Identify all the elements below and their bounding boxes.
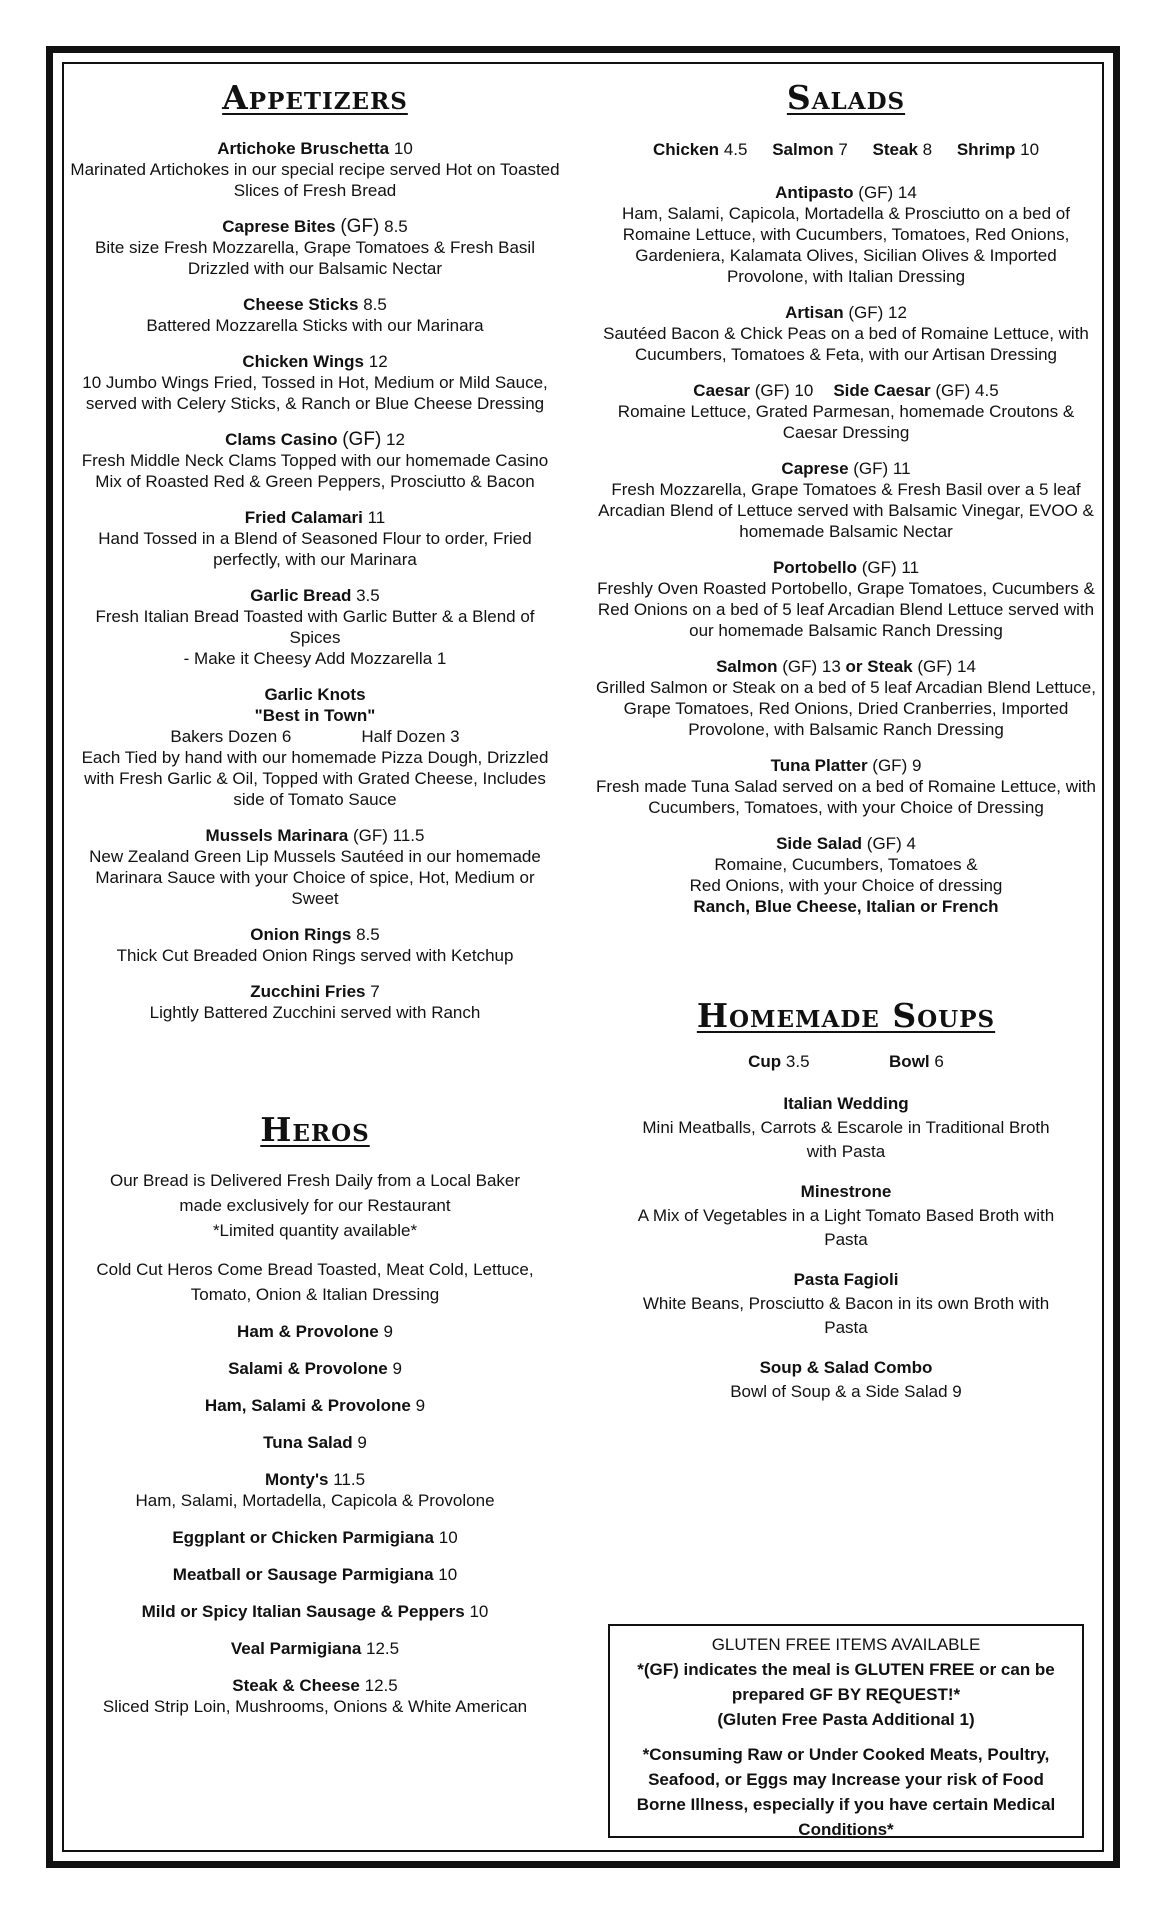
hero-item: Mild or Spicy Italian Sausage & Peppers 10: [141, 1602, 489, 1621]
menu-item: Caprese (GF) 11 Fresh Mozzarella, Grape Tomatoes & Fresh Basil over a 5 leaf Arcadian Blend of Lettuce served with Balsamic Vinegar, EVOO & homemade Balsamic Nectar: [598, 459, 1094, 541]
menu-item: Antipasto (GF) 14 Ham, Salami, Capicola, Mortadella & Prosciutto on a bed of Romaine Lettuce, with Cucumbers, Tomatoes, Red Onions, Gardeniera, Kalamata Olives, Sicilian Olives & Imported Provolone, with Italian Dressing: [622, 183, 1070, 286]
hero-item: Ham & Provolone 9: [237, 1322, 393, 1341]
menu-item: Cheese Sticks 8.5 Battered Mozzarella Sticks with our Marinara: [146, 295, 484, 335]
menu-item-side-salad: Side Salad (GF) 4 Romaine, Cucumbers, Tomatoes & Red Onions, with your Choice of dressing Ranch, Blue Cheese, Italian or French: [689, 834, 1003, 916]
menu-item-caesar: Caesar (GF) 10 Side Caesar (GF) 4.5 Romaine Lettuce, Grated Parmesan, homemade Croutons & Caesar Dressing: [617, 381, 1075, 442]
menu-item-salmon-steak: Salmon (GF) 13 or Steak (GF) 14 Grilled Salmon or Steak on a bed of 5 leaf Arcadian Blend Lettuce, Grape Tomatoes, Red Onions, Dried Cranberries, Imported Provolone, with Balsamic Ranch Dressing: [596, 657, 1096, 739]
menu-item-garlic-knots: Garlic Knots "Best in Town" Bakers Dozen 6 Half Dozen 3 Each Tied by hand with our homemade Pizza Dough, Drizzled with Fresh Garlic & Oil, Topped with Grated Cheese, Includes side of Tomato Sauce: [81, 685, 549, 809]
left-column: [70, 78, 560, 1838]
right-column: [596, 78, 1096, 1838]
menu-item: Clams Casino (GF) 12 Fresh Middle Neck Clams Topped with our homemade Casino Mix of Roasted Red & Green Peppers, Prosciutto & Bacon: [81, 429, 549, 491]
hero-item: Salami & Provolone 9: [228, 1359, 402, 1378]
soup-sizes: Cup 3.5 Bowl 6: [748, 1052, 944, 1071]
soup-item: Pasta Fagioli White Beans, Prosciutto & Bacon in its own Broth with Pasta: [642, 1270, 1050, 1337]
soups-title: Homemade Soups: [696, 996, 996, 1035]
heros-cold-cut-note: Cold Cut Heros Come Bread Toasted, Meat Cold, Lettuce, Tomato, Onion & Italian Dressing: [96, 1260, 534, 1304]
menu-item: Caprese Bites (GF) 8.5 Bite size Fresh Mozzarella, Grape Tomatoes & Fresh Basil Drizzled with our Balsamic Nectar: [95, 216, 535, 278]
hero-item: Monty's 11.5 Ham, Salami, Mortadella, Capicola & Provolone: [135, 1470, 495, 1510]
menu-item: Fried Calamari 11 Hand Tossed in a Blend of Seasoned Flour to order, Fried perfectly, with our Marinara: [98, 508, 532, 569]
hero-item: Eggplant or Chicken Parmigiana 10: [172, 1528, 458, 1547]
hero-item: Veal Parmigiana 12.5: [230, 1639, 400, 1658]
salad-addons: Chicken 4.5 Salmon 7 Steak 8 Shrimp 10: [652, 140, 1040, 159]
appetizers-title: Appetizers: [222, 78, 408, 117]
soup-item: Minestrone A Mix of Vegetables in a Light Tomato Based Broth with Pasta: [637, 1182, 1055, 1249]
menu-item: Portobello (GF) 11 Freshly Oven Roasted Portobello, Grape Tomatoes, Cucumbers & Red Onions on a bed of 5 leaf Arcadian Blend Lettuce served with our homemade Balsamic Ranch Dressing: [597, 558, 1095, 640]
menu-item: Artisan (GF) 12 Sautéed Bacon & Chick Peas on a bed of Romaine Lettuce, with Cucumbers, Tomatoes & Feta, with our Artisan Dressing: [603, 303, 1089, 364]
menu-item: Artichoke Bruschetta 10 Marinated Artichokes in our special recipe served Hot on Toasted Slices of Fresh Bread: [70, 139, 560, 200]
hero-item: Meatball or Sausage Parmigiana 10: [172, 1565, 458, 1584]
hero-item: Ham, Salami & Provolone 9: [204, 1396, 426, 1415]
menu-item: Chicken Wings 12 10 Jumbo Wings Fried, Tossed in Hot, Medium or Mild Sauce, served with Celery Sticks, & Ranch or Blue Cheese Dressing: [82, 352, 548, 413]
gluten-free-notice: GLUTEN FREE ITEMS AVAILABLE *(GF) indicates the meal is GLUTEN FREE or can be prepared GF BY REQUEST!* (Gluten Free Pasta Additional 1) *Consuming Raw or Under Cooked Meats, Poultry, Seafood, or Eggs may Increase your risk of Food Borne Illness, especially if you have certain Medical Conditions*: [608, 1624, 1084, 1838]
menu-item: Zucchini Fries 7 Lightly Battered Zucchini served with Ranch: [149, 982, 481, 1022]
soup-item: Italian Wedding Mini Meatballs, Carrots & Escarole in Traditional Broth with Pasta: [642, 1094, 1050, 1161]
heros-intro: Our Bread is Delivered Fresh Daily from a Local Baker made exclusively for our Restaurant *Limited quantity available*: [109, 1171, 521, 1240]
salads-title: Salads: [786, 78, 906, 117]
menu-item: Onion Rings 8.5 Thick Cut Breaded Onion Rings served with Ketchup: [116, 925, 514, 965]
menu-item-tuna: Tuna Platter (GF) 9 Fresh made Tuna Salad served on a bed of Romaine Lettuce, with Cucumbers, Tomatoes, with your Choice of Dressing: [596, 756, 1096, 817]
menu-item: Garlic Bread 3.5 Fresh Italian Bread Toasted with Garlic Butter & a Blend of Spices - Make it Cheesy Add Mozzarella 1: [95, 586, 535, 668]
soup-item: Soup & Salad Combo Bowl of Soup & a Side Salad 9: [730, 1358, 962, 1401]
menu-item: Mussels Marinara (GF) 11.5 New Zealand Green Lip Mussels Sautéed in our homemade Marinara Sauce with your Choice of spice, Hot, Medium or Sweet: [89, 826, 541, 908]
heros-title: Heros: [260, 1110, 370, 1149]
hero-item: Steak & Cheese 12.5 Sliced Strip Loin, Mushrooms, Onions & White American: [102, 1676, 528, 1716]
hero-item: Tuna Salad 9: [263, 1433, 367, 1452]
